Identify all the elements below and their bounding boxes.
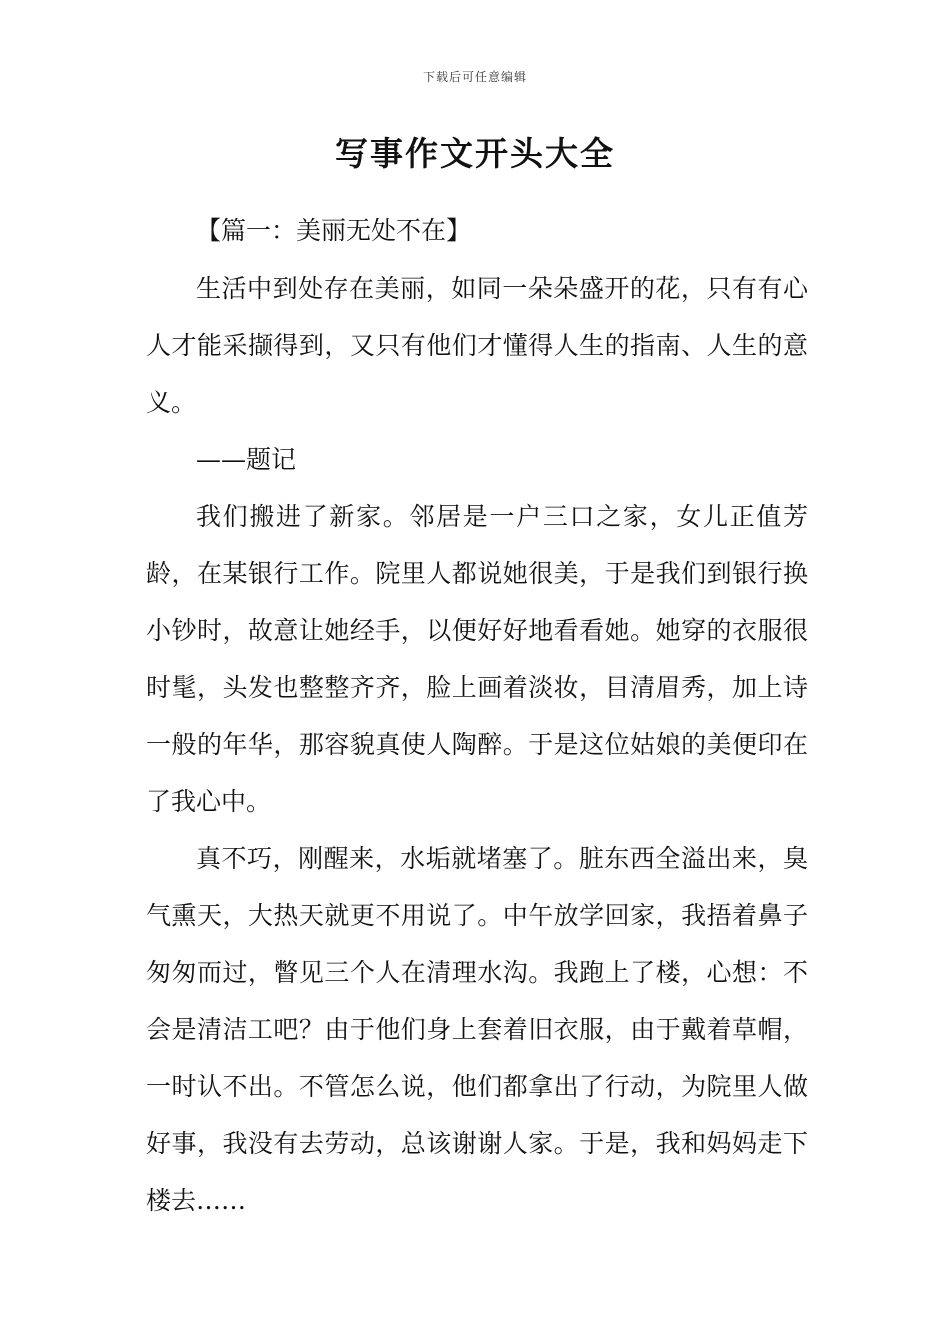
paragraph: 生活中到处存在美丽，如同一朵朵盛开的花，只有有心人才能采撷得到，又只有他们才懂得人生的指南、人生的意义。 (146, 274, 808, 417)
paragraph: 真不巧，刚醒来，水垢就堵塞了。脏东西全溢出来，臭气熏天，大热天就更不用说了。中午放学回家，我捂着鼻子匆匆而过，瞥见三个人在清理水沟。我跑上了楼，心想：不会是清洁工吧？由于他们身上套着旧衣服，由于戴着草帽，一时认不出。不管怎么说，他们都拿出了行动，为院里人做好事，我没有去劳动，总该谢谢人家。于是，我和妈妈走下楼去…… (146, 844, 808, 1215)
epigraph-attribution: ——题记 (196, 445, 297, 474)
paragraph: 我们搬进了新家。邻居是一户三口之家，女儿正值芳龄，在某银行工作。院里人都说她很美，于是我们到银行换小钞时，故意让她经手，以便好好地看看她。她穿的衣服很时髦，头发也整整齐齐，脸上画着淡妆，目清眉秀，加上诗一般的年华，那容貌真使人陶醉。于是这位姑娘的美便印在了我心中。 (146, 502, 808, 816)
section-heading: 【篇一：美丽无处不在】 (196, 216, 472, 245)
header-note: 下载后可任意编辑 (422, 70, 527, 84)
document-body (146, 202, 808, 1229)
document-title: 写事作文开头大全 (335, 134, 615, 173)
